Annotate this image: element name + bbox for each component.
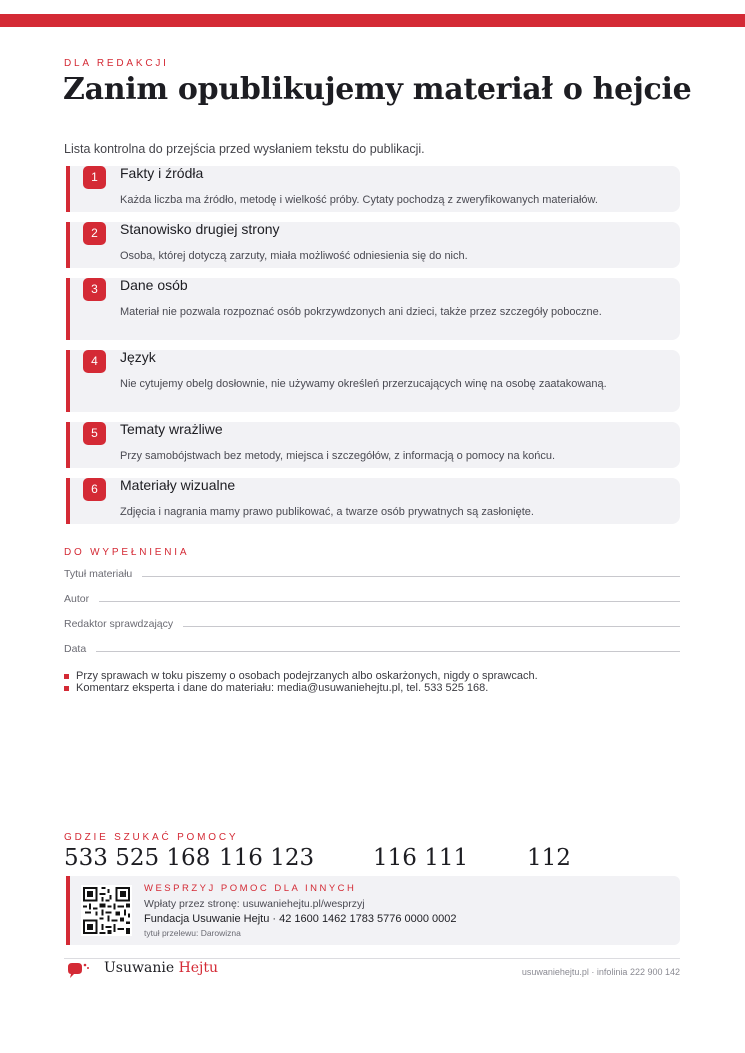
checklist-item [66,222,680,268]
form-eyebrow: DO WYPEŁNIENIA [64,547,190,558]
checklist-item [66,350,680,412]
item-title: Fakty i źródła [120,165,204,181]
item-description: Materiał nie pozwala rozpoznać osób pokrzywdzonych ani dzieci, także przez szczegóły poboczne. [120,306,602,318]
item-number-badge: 6 [83,478,106,501]
brand-word: Usuwanie [104,960,175,976]
bullet-square-icon [64,686,69,691]
item-title: Materiały wizualne [120,477,236,493]
brand-word-accent: Hejtu [178,960,219,976]
brand-logo-text [104,960,218,976]
top-accent-bar [0,14,745,27]
author-field[interactable] [64,591,680,605]
field-label: Autor [64,593,90,605]
phone-number[interactable]: 116 123 [219,845,315,871]
checklist [66,166,680,534]
footer-contact: usuwaniehejtu.pl · infolinia 222 900 142 [521,967,680,977]
footer-divider [64,958,680,959]
item-description: Osoba, której dotyczą zarzuty, miała możliwość odniesienia się do nich. [120,250,468,262]
date-field[interactable] [64,641,680,655]
intro-text: Lista kontrolna do przejścia przed wysłaniem tekstu do publikacji. [64,142,425,156]
phone-number[interactable]: 533 525 168 [64,845,211,871]
item-title: Język [120,349,156,365]
notes-list [64,671,684,694]
field-label: Data [64,643,87,655]
fill-line[interactable] [183,626,680,627]
item-title: Dane osób [120,277,188,293]
phone-number[interactable]: 116 111 [373,845,469,871]
support-transfer-title: tytuł przelewu: Darowizna [144,928,241,938]
checklist-item [66,278,680,340]
section-eyebrow: DLA REDAKCJI [64,58,169,69]
qr-code-icon[interactable] [81,885,132,936]
note-item [64,683,684,695]
field-label: Redaktor sprawdzający [64,618,174,630]
checklist-item [66,478,680,524]
title-field[interactable] [64,566,680,580]
item-number-badge: 5 [83,422,106,445]
page-title: Zanim opublikujemy materiał o hejcie [63,72,692,107]
item-number-badge: 2 [83,222,106,245]
field-label: Tytuł materiału [64,568,133,580]
note-text: Przy sprawach w toku piszemy o osobach podejrzanych albo oskarżonych, nigdy o sprawcach. [76,670,538,682]
support-box [66,876,680,945]
item-title: Tematy wrażliwe [120,421,223,437]
support-eyebrow: WESPRZYJ POMOC DLA INNYCH [144,883,357,894]
item-number-badge: 3 [83,278,106,301]
fill-line[interactable] [99,601,680,602]
phone-number[interactable]: 112 [527,845,571,871]
checklist-item [66,422,680,468]
item-description: Przy samobójstwach bez metody, miejsca i szczegółów, z informacją o pomocy na końcu. [120,450,556,462]
item-title: Stanowisko drugiej strony [120,221,280,237]
item-description: Zdjęcia i nagrania mamy prawo publikować, a twarze osób prywatnych są zasłonięte. [120,506,534,518]
checklist-item [66,166,680,212]
fill-line[interactable] [96,651,680,652]
item-number-badge: 4 [83,350,106,373]
help-eyebrow: GDZIE SZUKAĆ POMOCY [64,832,239,843]
speech-bubble-logo-icon [66,962,90,980]
support-web-link[interactable]: Wpłaty przez stronę: usuwaniehejtu.pl/wesprzyj [144,898,365,910]
item-number-badge: 1 [83,166,106,189]
note-text: Komentarz eksperta i dane do materiału: media@usuwaniehejtu.pl, tel. 533 525 168. [76,681,489,694]
help-phones [64,845,684,875]
reviewer-field[interactable] [64,616,680,630]
fill-line[interactable] [142,576,680,577]
bullet-square-icon [64,674,69,679]
item-description: Każda liczba ma źródło, metodę i wielkość próby. Cytaty pochodzą z zweryfikowanych materiałów. [120,194,598,206]
item-description: Nie cytujemy obelg dosłownie, nie używamy określeń przerzucających winę na osobę zaatakowaną. [120,378,607,390]
support-bank-account: Fundacja Usuwanie Hejtu · 42 1600 1462 1783 5776 0000 0002 [144,913,457,925]
